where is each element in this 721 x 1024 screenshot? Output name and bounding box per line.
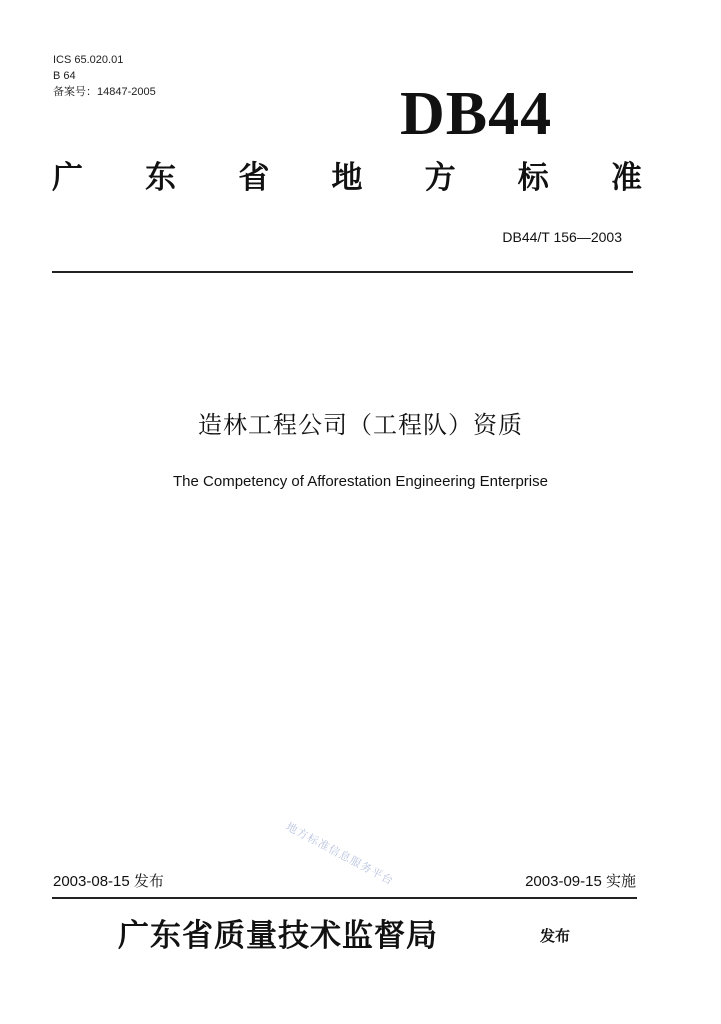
standard-type-char: 标 <box>517 160 549 196</box>
standard-type-char: 方 <box>424 160 456 196</box>
standard-type-char: 地 <box>331 160 363 196</box>
header-divider <box>52 271 633 273</box>
document-title-english: The Competency of Afforestation Engineering Enterprise <box>173 473 548 490</box>
ccs-code: B 64 <box>53 70 76 82</box>
footer-divider <box>52 897 637 899</box>
standard-type-char: 广 <box>52 160 83 196</box>
implementation-date: 2003-09-15 实施 <box>525 873 636 890</box>
watermark: 地方标准信息服务平台 <box>283 820 396 888</box>
ics-code: ICS 65.020.01 <box>53 54 124 66</box>
issue-date: 2003-08-15 发布 <box>53 873 164 890</box>
issuing-authority: 广东省质量技术监督局 <box>118 918 438 954</box>
standard-badge: DB44 <box>400 80 553 148</box>
standard-type-heading <box>52 158 642 198</box>
standard-type-char: 准 <box>610 160 642 196</box>
standard-type-char: 省 <box>238 160 270 196</box>
record-number: 备案号：14847-2005 <box>53 86 156 98</box>
standard-type-char: 东 <box>145 160 177 196</box>
issuing-authority-suffix: 发布 <box>540 927 571 945</box>
document-title-chinese: 造林工程公司（工程队）资质 <box>198 411 523 439</box>
standard-number: DB44/T 156—2003 <box>502 229 622 245</box>
